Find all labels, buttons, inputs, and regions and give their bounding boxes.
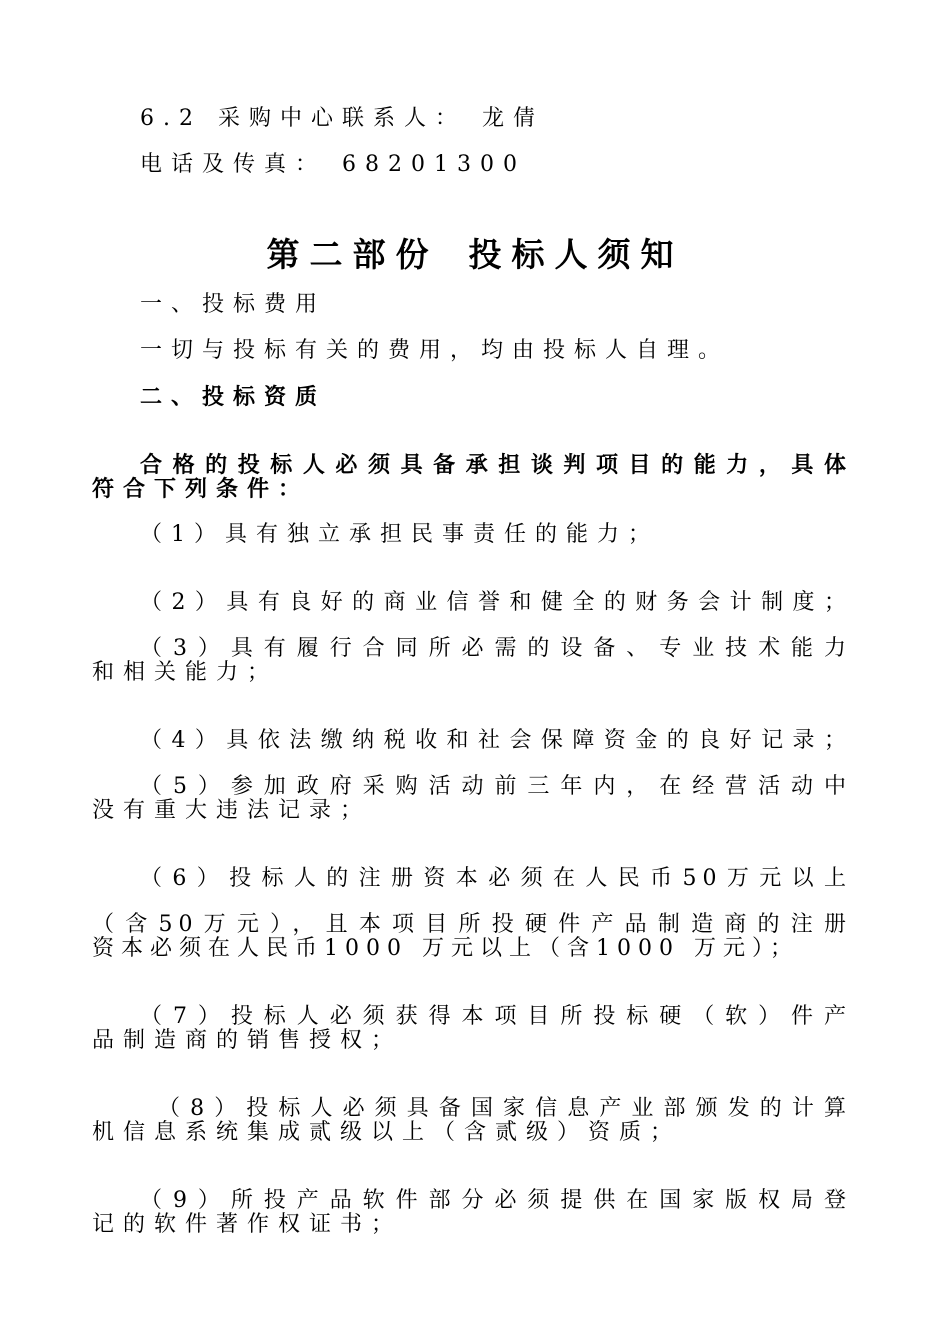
requirement-3-line-2: 和相关能力； xyxy=(92,660,279,685)
requirements-intro-line-2: 符合下列条件： xyxy=(92,476,310,502)
section-heading-fees: 一、投标费用 xyxy=(140,292,327,317)
contact-phone-line: 电话及传真： 68201300 xyxy=(140,152,526,177)
requirement-6-line-1: （6）投标人的注册资本必须在人民币50万元以上 xyxy=(140,866,852,891)
requirement-5-line-1: （5）参加政府采购活动前三年内，在经营活动中 xyxy=(140,774,852,799)
requirement-8-line-2: 机信息系统集成贰级以上（含贰级）资质； xyxy=(92,1120,682,1145)
requirement-9-line-2: 记的软件著作权证书； xyxy=(92,1212,403,1237)
requirement-4: （4）具依法缴纳税收和社会保障资金的良好记录； xyxy=(140,728,852,753)
requirement-6-line-2: （含50万元），且本项目所投硬件产品制造商的注册 xyxy=(92,912,852,937)
requirement-3-line-1: （3）具有履行合同所必需的设备、专业技术能力 xyxy=(140,636,852,661)
requirement-2: （2）具有良好的商业信誉和健全的财务会计制度； xyxy=(140,590,852,615)
section-body-fees: 一切与投标有关的费用，均由投标人自理。 xyxy=(140,338,730,363)
section-heading-qualification: 二、投标资质 xyxy=(140,384,327,410)
requirement-7-line-2: 品制造商的销售授权； xyxy=(92,1028,403,1053)
requirement-1: （1）具有独立承担民事责任的能力； xyxy=(140,522,659,547)
requirement-9-line-1: （9）所投产品软件部分必须提供在国家版权局登 xyxy=(140,1188,852,1213)
section-title-name: 投标人须知 xyxy=(468,235,684,274)
requirement-7-line-1: （7）投标人必须获得本项目所投标硬（软）件产 xyxy=(140,1004,852,1029)
contact-person-line: 6.2 采购中心联系人： 龙倩 xyxy=(140,106,544,131)
requirements-intro-line-1: 合格的投标人必须具备承担谈判项目的能力，具体 xyxy=(140,452,852,478)
requirement-6-line-3: 资本必须在人民币1000 万元以上（含1000 万元）； xyxy=(92,936,799,961)
section-title-part: 第二部份 xyxy=(266,235,439,274)
requirement-5-line-2: 没有重大违法记录； xyxy=(92,798,372,823)
section-title xyxy=(0,232,950,278)
requirement-8-line-1: （8）投标人必须具备国家信息产业部颁发的计算 xyxy=(158,1096,852,1121)
